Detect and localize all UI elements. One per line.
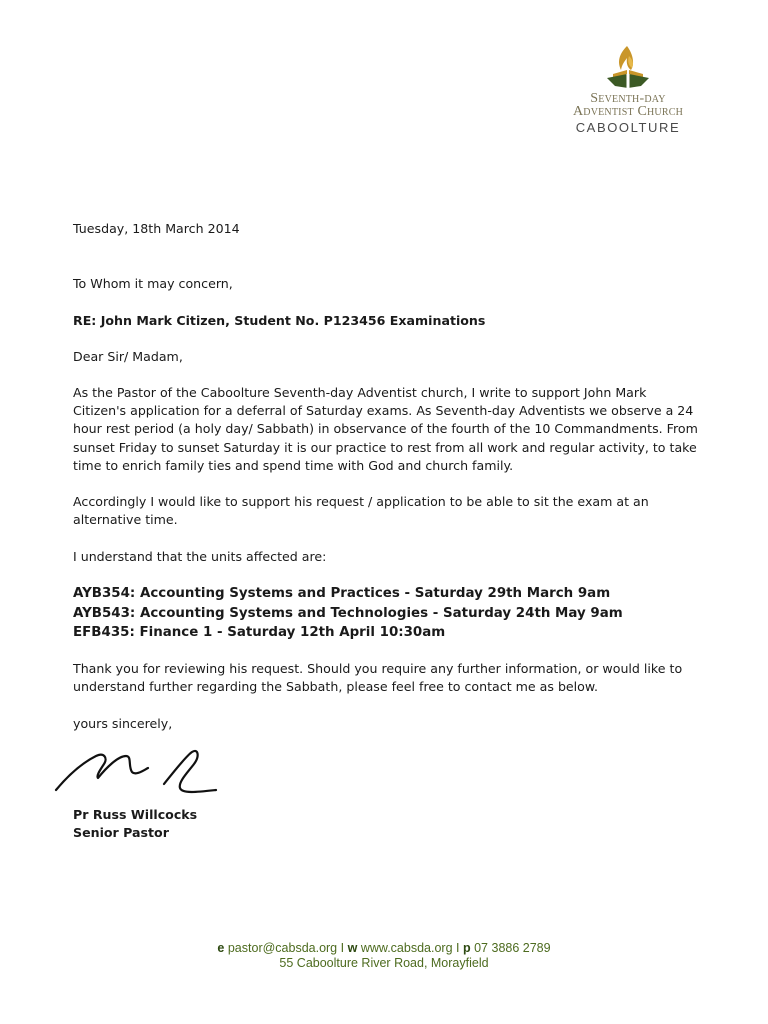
unit-item: AYB543: Accounting Systems and Technologies - Saturday 24th May 9am — [73, 605, 623, 621]
salutation-general: To Whom it may concern, — [73, 276, 233, 291]
footer-address: 55 Caboolture River Road, Morayfield — [279, 956, 489, 970]
phone-number: 07 3886 2789 — [474, 941, 551, 955]
signoff: yours sincerely, — [73, 716, 173, 731]
paragraph-closing: Thank you for reviewing his request. Should you require any further information, or would like to understand further regarding the Sabbath, please feel free to contact me as below. — [73, 661, 683, 695]
affected-units-list — [73, 584, 713, 643]
separator: I — [340, 941, 345, 955]
paragraph-request: Accordingly I would like to support his request / application to be able to sit the exam at an alternative time. — [73, 494, 649, 528]
letterhead-line-2: Adventist Church — [572, 104, 684, 119]
footer-contact — [0, 941, 768, 971]
unit-item: AYB354: Accounting Systems and Practices - Saturday 29th March 9am — [73, 586, 611, 601]
signer-title: Senior Pastor — [73, 825, 169, 840]
handwritten-signature — [52, 734, 228, 804]
letterhead-line-1: Seventh-day — [590, 91, 666, 106]
sda-flame-book-icon — [605, 44, 651, 92]
paragraph-support: As the Pastor of the Caboolture Seventh-day Adventist church, I write to support John Mark Citizen's application for a deferral of Saturday exams. As Seventh-day Adventists we observe a 24 hour rest period (a holy day/ Sabbath) in observance of the fourth of the 10 Commandments. From sunset Friday to sunset Saturday it is our practice to rest from all work and regular activity, to take time to enrich family ties and spend time with God and church family. — [73, 385, 698, 473]
separator: I — [456, 941, 460, 955]
footer-contact-line — [0, 941, 768, 956]
website-link[interactable]: www.cabsda.org — [360, 941, 453, 955]
email-label: e — [217, 941, 225, 955]
church-logo — [548, 44, 708, 135]
paragraph-units-intro: I understand that the units affected are: — [73, 549, 327, 564]
phone-label: p — [462, 941, 471, 955]
letterhead-town: CABOOLTURE — [575, 120, 681, 135]
web-label: w — [347, 941, 358, 955]
signer-name: Pr Russ Willcocks — [73, 807, 198, 822]
unit-item: EFB435: Finance 1 - Saturday 12th April 10:30am — [73, 625, 446, 640]
greeting: Dear Sir/ Madam, — [73, 349, 183, 364]
subject-line: RE: John Mark Citizen, Student No. P123456 Examinations — [73, 313, 486, 328]
letter-date: Tuesday, 18th March 2014 — [73, 221, 240, 236]
email-address[interactable]: pastor@cabsda.org — [227, 941, 338, 955]
